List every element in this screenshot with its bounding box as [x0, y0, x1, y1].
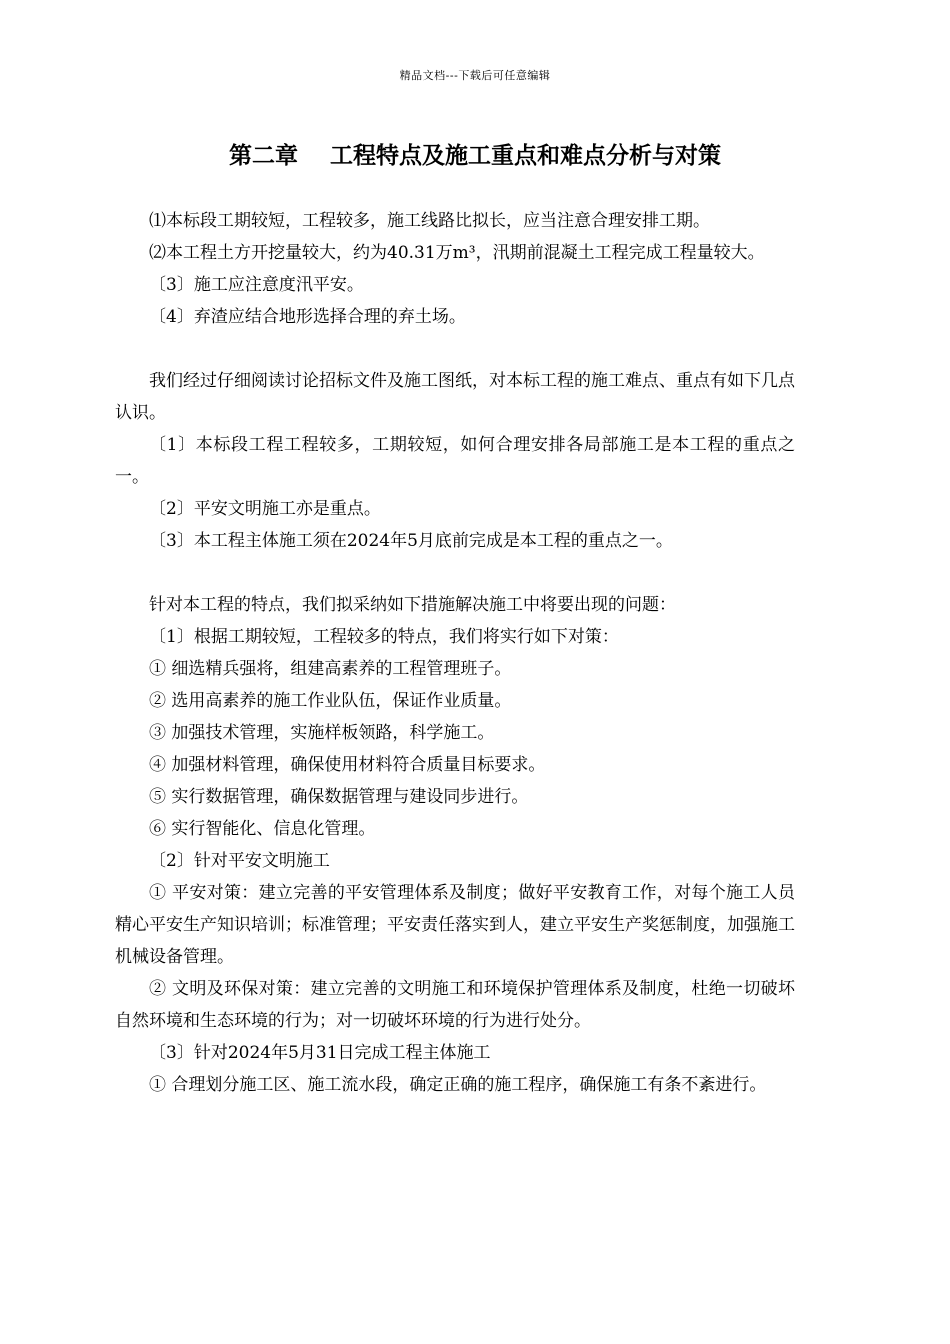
paragraph: 〔2〕针对平安文明施工 [149, 851, 330, 871]
page-header: 精品文档---下载后可任意编辑 [399, 69, 551, 82]
paragraph: 〔1〕本标段工程工程较多，工期较短，如何合理安排各局部施工是本工程的重点之一。 [115, 435, 795, 487]
paragraph: 〔1〕根据工期较短，工程较多的特点，我们将实行如下对策： [149, 627, 619, 647]
paragraph: ① 细选精兵强将，组建高素养的工程管理班子。 [149, 659, 512, 679]
paragraph: 〔3〕本工程主体施工须在2024年5月底前完成是本工程的重点之一。 [149, 531, 673, 551]
document-body [115, 205, 795, 1101]
paragraph: ① 平安对策：建立完善的平安管理体系及制度；做好平安教育工作，对每个施工人员精心平安生产知识培训；标准管理；平安责任落实到人，建立平安生产奖惩制度，加强施工机械设备管理。 [115, 883, 795, 967]
paragraph: ③ 加强技术管理，实施样板领路，科学施工。 [149, 723, 495, 743]
paragraph: 〔3〕施工应注意度汛平安。 [149, 275, 364, 295]
paragraph: ④ 加强材料管理，确保使用材料符合质量目标要求。 [149, 755, 546, 775]
paragraph: ⑴本标段工期较短，工程较多，施工线路比拟长，应当注意合理安排工期。 [149, 211, 710, 231]
paragraph: ① 合理划分施工区、施工流水段，确定正确的施工程序，确保施工有条不紊进行。 [149, 1075, 767, 1095]
paragraph: ⑤ 实行数据管理，确保数据管理与建设同步进行。 [149, 787, 529, 807]
paragraph: 针对本工程的特点，我们拟采纳如下措施解决施工中将要出现的问题： [149, 595, 676, 615]
chapter-title: 第二章 工程特点及施工重点和难点分析与对策 [228, 142, 722, 169]
paragraph: 〔4〕弃渣应结合地形选择合理的弃土场。 [149, 307, 466, 327]
paragraph: 我们经过仔细阅读讨论招标文件及施工图纸，对本标工程的施工难点、重点有如下几点认识。 [115, 371, 795, 423]
paragraph: ⑥ 实行智能化、信息化管理。 [149, 819, 376, 839]
paragraph: ② 文明及环保对策：建立完善的文明施工和环境保护管理体系及制度，杜绝一切破坏自然环境和生态环境的行为；对一切破坏环境的行为进行处分。 [115, 979, 795, 1031]
paragraph: ② 选用高素养的施工作业队伍，保证作业质量。 [149, 691, 512, 711]
paragraph: ⑵本工程土方开挖量较大，约为40.31万m³，汛期前混凝土工程完成工程量较大。 [149, 243, 765, 263]
paragraph: 〔2〕平安文明施工亦是重点。 [149, 499, 381, 519]
paragraph: 〔3〕针对2024年5月31日完成工程主体施工 [149, 1043, 491, 1063]
